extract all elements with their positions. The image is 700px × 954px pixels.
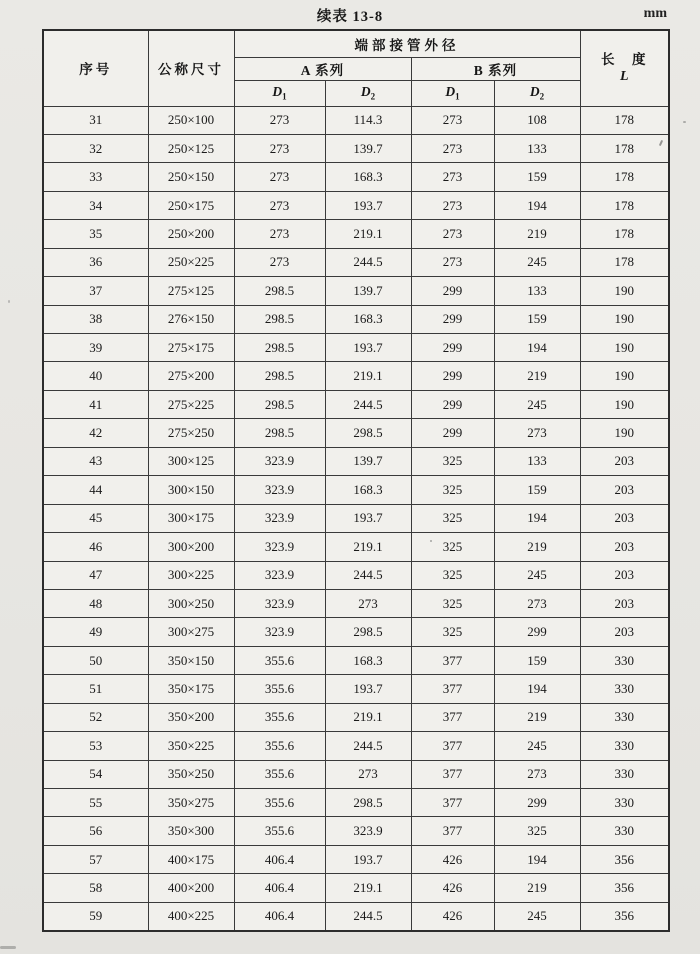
- cell-size: 350×275: [148, 789, 234, 817]
- cell-a_d1: 355.6: [234, 760, 325, 788]
- table-row: [43, 817, 669, 845]
- cell-b_d1: 377: [411, 703, 494, 731]
- cell-no: 47: [43, 561, 148, 589]
- col-header-series-b: B 系列: [411, 57, 580, 80]
- cell-size: 300×175: [148, 504, 234, 532]
- cell-a_d2: 244.5: [325, 732, 411, 760]
- cell-size: 350×200: [148, 703, 234, 731]
- cell-a_d1: 323.9: [234, 589, 325, 617]
- pipe-dimension-table: [42, 29, 670, 932]
- table-row: [43, 561, 669, 589]
- cell-a_d1: 406.4: [234, 845, 325, 873]
- cell-b_d2: 194: [494, 191, 580, 219]
- cell-b_d2: 245: [494, 390, 580, 418]
- table-row: [43, 277, 669, 305]
- cell-b_d2: 299: [494, 618, 580, 646]
- cell-b_d2: 245: [494, 248, 580, 276]
- cell-b_d2: 273: [494, 419, 580, 447]
- cell-length: 330: [580, 646, 669, 674]
- cell-b_d2: 133: [494, 277, 580, 305]
- cell-a_d1: 273: [234, 248, 325, 276]
- cell-b_d1: 377: [411, 646, 494, 674]
- cell-a_d1: 323.9: [234, 447, 325, 475]
- table-row: [43, 362, 669, 390]
- cell-length: 203: [580, 447, 669, 475]
- table-row: [43, 618, 669, 646]
- cell-b_d1: 325: [411, 476, 494, 504]
- cell-a_d1: 298.5: [234, 305, 325, 333]
- cell-b_d2: 194: [494, 334, 580, 362]
- cell-size: 350×250: [148, 760, 234, 788]
- cell-no: 56: [43, 817, 148, 845]
- cell-b_d1: 273: [411, 134, 494, 162]
- cell-size: 250×200: [148, 220, 234, 248]
- table-header: [43, 30, 669, 106]
- cell-a_d1: 355.6: [234, 817, 325, 845]
- cell-length: 190: [580, 334, 669, 362]
- cell-no: 45: [43, 504, 148, 532]
- cell-a_d1: 323.9: [234, 561, 325, 589]
- cell-no: 42: [43, 419, 148, 447]
- page-title: 续表 13-8: [316, 9, 384, 25]
- cell-b_d2: 219: [494, 874, 580, 902]
- cell-b_d2: 245: [494, 732, 580, 760]
- cell-no: 53: [43, 732, 148, 760]
- table-row: [43, 675, 669, 703]
- cell-no: 54: [43, 760, 148, 788]
- cell-a_d1: 406.4: [234, 902, 325, 930]
- cell-size: 350×225: [148, 732, 234, 760]
- cell-b_d2: 299: [494, 789, 580, 817]
- table-row: [43, 476, 669, 504]
- cell-size: 300×125: [148, 447, 234, 475]
- cell-length: 330: [580, 703, 669, 731]
- cell-a_d2: 244.5: [325, 248, 411, 276]
- cell-length: 330: [580, 789, 669, 817]
- cell-size: 300×225: [148, 561, 234, 589]
- cell-size: 400×200: [148, 874, 234, 902]
- table-row: [43, 703, 669, 731]
- cell-length: 178: [580, 106, 669, 134]
- cell-b_d2: 273: [494, 589, 580, 617]
- cell-a_d2: 168.3: [325, 163, 411, 191]
- cell-size: 300×275: [148, 618, 234, 646]
- cell-b_d1: 426: [411, 874, 494, 902]
- cell-no: 52: [43, 703, 148, 731]
- cell-size: 350×300: [148, 817, 234, 845]
- cell-length: 178: [580, 134, 669, 162]
- cell-no: 35: [43, 220, 148, 248]
- cell-length: 190: [580, 305, 669, 333]
- cell-b_d2: 133: [494, 447, 580, 475]
- cell-no: 51: [43, 675, 148, 703]
- cell-no: 50: [43, 646, 148, 674]
- scan-speck: [0, 946, 16, 949]
- cell-b_d1: 325: [411, 447, 494, 475]
- cell-no: 34: [43, 191, 148, 219]
- cell-a_d1: 298.5: [234, 419, 325, 447]
- cell-a_d1: 298.5: [234, 390, 325, 418]
- cell-b_d2: 219: [494, 362, 580, 390]
- cell-size: 275×175: [148, 334, 234, 362]
- cell-length: 178: [580, 163, 669, 191]
- table-row: [43, 504, 669, 532]
- col-header-a-d2: $D_2$: [325, 80, 411, 106]
- cell-a_d1: 406.4: [234, 874, 325, 902]
- cell-a_d2: 139.7: [325, 134, 411, 162]
- cell-a_d2: 114.3: [325, 106, 411, 134]
- col-header-nominal-size: 公称尺寸: [148, 30, 234, 106]
- cell-b_d1: 273: [411, 163, 494, 191]
- table-row: [43, 589, 669, 617]
- cell-a_d2: 193.7: [325, 191, 411, 219]
- cell-length: 178: [580, 220, 669, 248]
- cell-b_d1: 299: [411, 277, 494, 305]
- table-row: [43, 248, 669, 276]
- cell-b_d2: 325: [494, 817, 580, 845]
- cell-b_d2: 194: [494, 675, 580, 703]
- cell-b_d1: 325: [411, 561, 494, 589]
- cell-a_d1: 298.5: [234, 362, 325, 390]
- cell-a_d2: 298.5: [325, 789, 411, 817]
- cell-a_d1: 273: [234, 163, 325, 191]
- cell-size: 400×175: [148, 845, 234, 873]
- table-row: [43, 419, 669, 447]
- cell-a_d1: 355.6: [234, 732, 325, 760]
- cell-no: 37: [43, 277, 148, 305]
- cell-a_d1: 355.6: [234, 675, 325, 703]
- cell-length: 330: [580, 675, 669, 703]
- cell-a_d2: 219.1: [325, 703, 411, 731]
- cell-no: 32: [43, 134, 148, 162]
- table-row: [43, 106, 669, 134]
- cell-a_d1: 298.5: [234, 277, 325, 305]
- cell-b_d2: 159: [494, 305, 580, 333]
- table-row: [43, 334, 669, 362]
- cell-b_d1: 426: [411, 902, 494, 930]
- cell-b_d1: 273: [411, 106, 494, 134]
- col-header-b-d1: $D_1$: [411, 80, 494, 106]
- cell-b_d1: 299: [411, 305, 494, 333]
- table-row: [43, 646, 669, 674]
- cell-size: 300×200: [148, 533, 234, 561]
- table-row: [43, 220, 669, 248]
- cell-a_d2: 298.5: [325, 618, 411, 646]
- cell-a_d2: 219.1: [325, 362, 411, 390]
- cell-a_d2: 219.1: [325, 874, 411, 902]
- cell-b_d1: 299: [411, 419, 494, 447]
- cell-no: 39: [43, 334, 148, 362]
- cell-size: 350×175: [148, 675, 234, 703]
- cell-a_d1: 273: [234, 106, 325, 134]
- table-row: [43, 874, 669, 902]
- col-header-b-d2: $D_2$: [494, 80, 580, 106]
- cell-a_d1: 298.5: [234, 334, 325, 362]
- cell-b_d2: 133: [494, 134, 580, 162]
- scan-speck: [8, 300, 10, 303]
- cell-b_d2: 273: [494, 760, 580, 788]
- cell-a_d1: 323.9: [234, 533, 325, 561]
- cell-no: 40: [43, 362, 148, 390]
- cell-length: 356: [580, 845, 669, 873]
- cell-b_d1: 426: [411, 845, 494, 873]
- cell-size: 250×175: [148, 191, 234, 219]
- table-row: [43, 191, 669, 219]
- cell-no: 44: [43, 476, 148, 504]
- table-row: [43, 134, 669, 162]
- cell-a_d2: 219.1: [325, 220, 411, 248]
- cell-size: 400×225: [148, 902, 234, 930]
- cell-a_d2: 193.7: [325, 845, 411, 873]
- col-header-serial: 序号: [43, 30, 148, 106]
- cell-length: 203: [580, 561, 669, 589]
- cell-a_d2: 193.7: [325, 334, 411, 362]
- cell-length: 356: [580, 902, 669, 930]
- cell-length: 203: [580, 504, 669, 532]
- cell-b_d2: 219: [494, 703, 580, 731]
- cell-no: 46: [43, 533, 148, 561]
- cell-a_d2: 244.5: [325, 561, 411, 589]
- cell-size: 250×225: [148, 248, 234, 276]
- cell-no: 49: [43, 618, 148, 646]
- cell-length: 190: [580, 362, 669, 390]
- cell-b_d2: 194: [494, 504, 580, 532]
- cell-length: 356: [580, 874, 669, 902]
- table-row: [43, 845, 669, 873]
- cell-b_d1: 377: [411, 760, 494, 788]
- cell-b_d2: 219: [494, 220, 580, 248]
- cell-b_d1: 273: [411, 220, 494, 248]
- cell-b_d2: 108: [494, 106, 580, 134]
- cell-size: 276×150: [148, 305, 234, 333]
- cell-length: 190: [580, 390, 669, 418]
- cell-length: 330: [580, 760, 669, 788]
- table-row: [43, 390, 669, 418]
- cell-no: 43: [43, 447, 148, 475]
- cell-a_d2: 168.3: [325, 305, 411, 333]
- cell-no: 38: [43, 305, 148, 333]
- length-symbol: L: [619, 68, 629, 84]
- cell-b_d1: 377: [411, 675, 494, 703]
- table-row: [43, 305, 669, 333]
- cell-b_d2: 245: [494, 561, 580, 589]
- cell-length: 203: [580, 618, 669, 646]
- cell-b_d1: 299: [411, 362, 494, 390]
- cell-a_d2: 244.5: [325, 902, 411, 930]
- cell-a_d1: 323.9: [234, 504, 325, 532]
- scan-speck: [683, 121, 686, 123]
- cell-length: 330: [580, 732, 669, 760]
- cell-no: 48: [43, 589, 148, 617]
- cell-length: 330: [580, 817, 669, 845]
- cell-length: 190: [580, 277, 669, 305]
- cell-length: 203: [580, 589, 669, 617]
- cell-b_d2: 219: [494, 533, 580, 561]
- unit-label: mm: [643, 6, 667, 21]
- col-header-end-pipe-od-group: 端部接管外径: [234, 30, 580, 57]
- cell-no: 55: [43, 789, 148, 817]
- cell-size: 250×100: [148, 106, 234, 134]
- cell-a_d1: 273: [234, 191, 325, 219]
- cell-b_d1: 377: [411, 789, 494, 817]
- cell-a_d1: 323.9: [234, 618, 325, 646]
- cell-size: 300×250: [148, 589, 234, 617]
- cell-b_d2: 159: [494, 476, 580, 504]
- cell-no: 58: [43, 874, 148, 902]
- cell-a_d2: 139.7: [325, 447, 411, 475]
- cell-length: 203: [580, 476, 669, 504]
- cell-b_d1: 325: [411, 533, 494, 561]
- col-header-a-d1: $D_1$: [234, 80, 325, 106]
- cell-a_d2: 193.7: [325, 504, 411, 532]
- table-row: [43, 902, 669, 930]
- cell-a_d2: 244.5: [325, 390, 411, 418]
- cell-b_d1: 325: [411, 589, 494, 617]
- cell-a_d1: 323.9: [234, 476, 325, 504]
- cell-size: 275×250: [148, 419, 234, 447]
- cell-size: 275×200: [148, 362, 234, 390]
- cell-b_d2: 159: [494, 646, 580, 674]
- cell-b_d2: 245: [494, 902, 580, 930]
- table-row: [43, 163, 669, 191]
- table-row: [43, 760, 669, 788]
- cell-a_d2: 168.3: [325, 476, 411, 504]
- cell-a_d1: 355.6: [234, 789, 325, 817]
- cell-b_d1: 377: [411, 732, 494, 760]
- table-body: [43, 106, 669, 931]
- cell-a_d2: 273: [325, 589, 411, 617]
- cell-size: 350×150: [148, 646, 234, 674]
- cell-size: 275×125: [148, 277, 234, 305]
- cell-b_d1: 377: [411, 817, 494, 845]
- cell-no: 57: [43, 845, 148, 873]
- length-label: 长 度: [601, 51, 648, 67]
- cell-length: 178: [580, 191, 669, 219]
- cell-a_d2: 323.9: [325, 817, 411, 845]
- table-row: [43, 732, 669, 760]
- cell-size: 250×150: [148, 163, 234, 191]
- cell-b_d2: 194: [494, 845, 580, 873]
- cell-a_d2: 139.7: [325, 277, 411, 305]
- cell-b_d1: 273: [411, 248, 494, 276]
- cell-b_d1: 299: [411, 390, 494, 418]
- cell-a_d2: 168.3: [325, 646, 411, 674]
- table-row: [43, 447, 669, 475]
- cell-a_d1: 355.6: [234, 646, 325, 674]
- col-header-series-a: A 系列: [234, 57, 411, 80]
- cell-b_d1: 325: [411, 504, 494, 532]
- cell-length: 178: [580, 248, 669, 276]
- table-row: [43, 789, 669, 817]
- cell-length: 190: [580, 419, 669, 447]
- cell-length: 203: [580, 533, 669, 561]
- cell-a_d2: 273: [325, 760, 411, 788]
- cell-a_d1: 355.6: [234, 703, 325, 731]
- cell-a_d1: 273: [234, 134, 325, 162]
- cell-a_d2: 193.7: [325, 675, 411, 703]
- cell-a_d2: 219.1: [325, 533, 411, 561]
- cell-no: 59: [43, 902, 148, 930]
- cell-no: 33: [43, 163, 148, 191]
- cell-b_d1: 273: [411, 191, 494, 219]
- cell-size: 275×225: [148, 390, 234, 418]
- cell-a_d1: 273: [234, 220, 325, 248]
- cell-no: 41: [43, 390, 148, 418]
- col-header-length: [580, 30, 669, 106]
- cell-b_d2: 159: [494, 163, 580, 191]
- cell-a_d2: 298.5: [325, 419, 411, 447]
- cell-size: 250×125: [148, 134, 234, 162]
- cell-no: 36: [43, 248, 148, 276]
- table-row: [43, 533, 669, 561]
- cell-size: 300×150: [148, 476, 234, 504]
- cell-no: 31: [43, 106, 148, 134]
- cell-b_d1: 299: [411, 334, 494, 362]
- cell-b_d1: 325: [411, 618, 494, 646]
